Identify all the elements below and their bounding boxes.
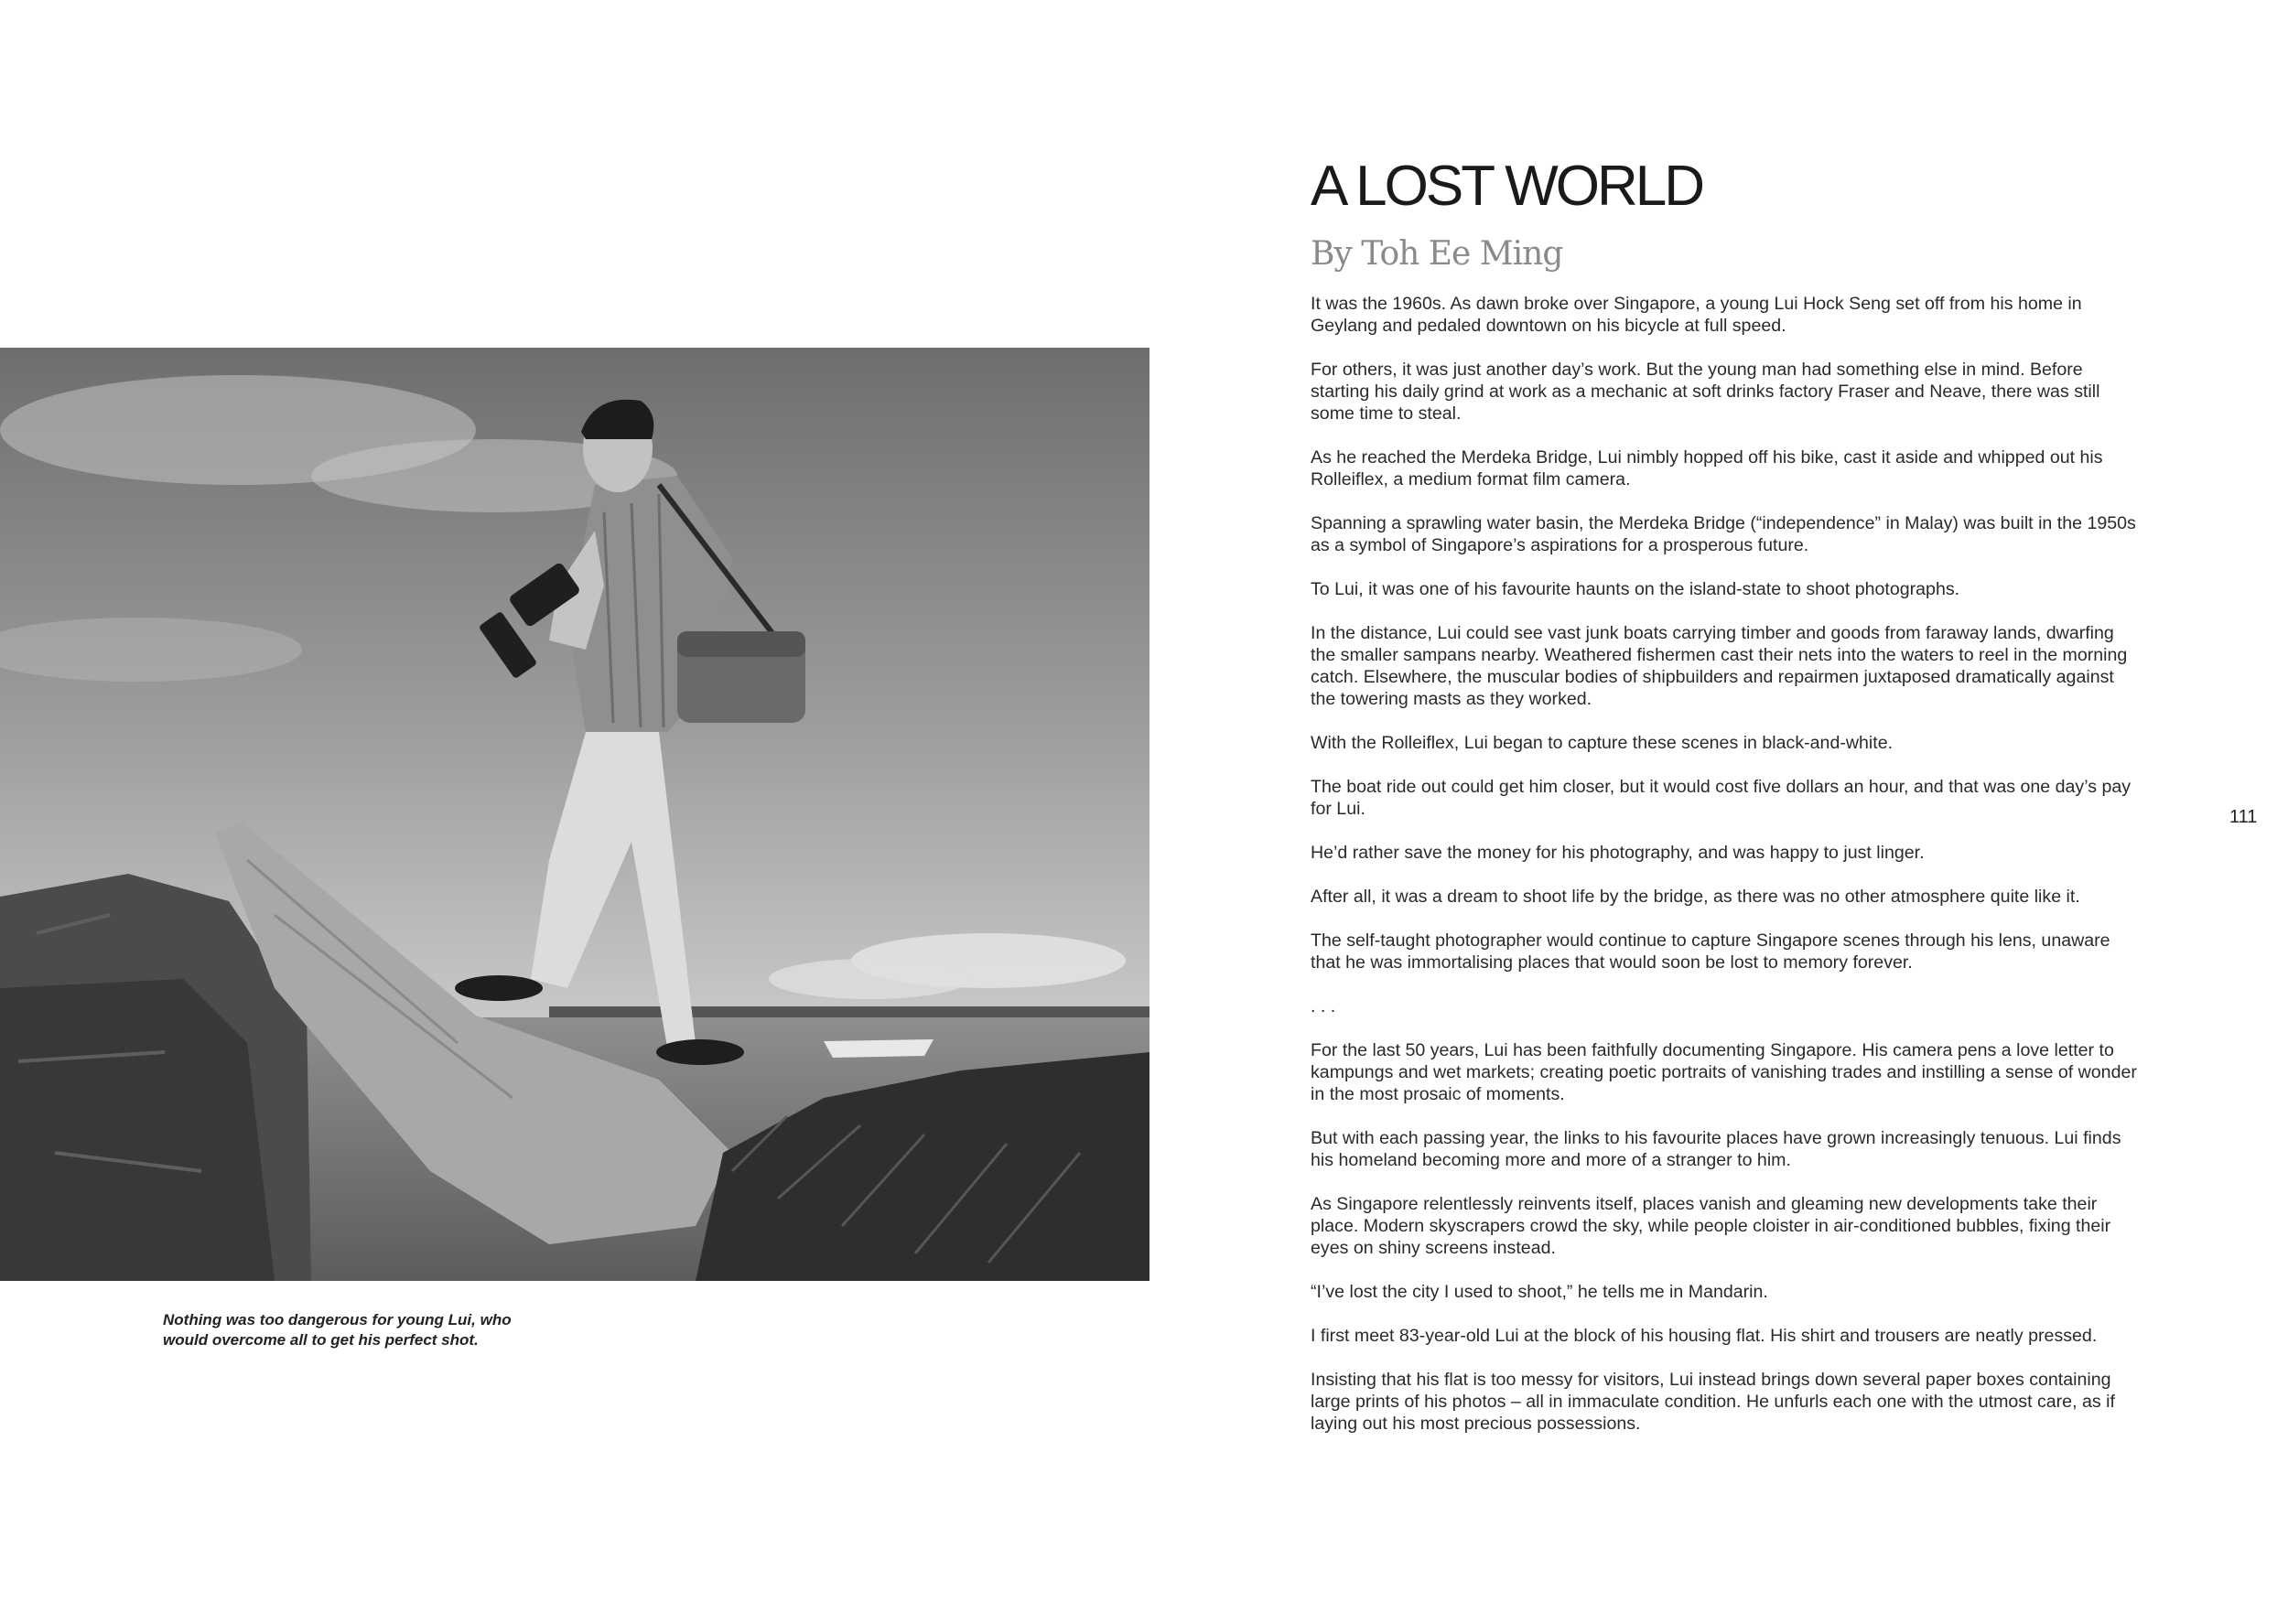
section-break: . . . <box>1311 996 1336 1016</box>
article-paragraph: “I’ve lost the city I used to shoot,” he tells me in Mandarin. <box>1311 1282 1768 1302</box>
article-paragraph: With the Rolleiflex, Lui began to capture these scenes in black-and-white. <box>1311 733 1894 753</box>
article-paragraph: It was the 1960s. As dawn broke over Singapore, a young Lui Hock Seng set off from his home in Geylang and pedaled downtown on his bicycle at full speed. <box>1311 294 2082 336</box>
article-paragraph: For others, it was just another day’s work. But the young man had something else in mind. Before starting his daily grind at work as a mechanic at soft drinks factory Fraser and Neave, there was still some time to steal. <box>1311 360 2100 424</box>
article-paragraph: But with each passing year, the links to his favourite places have grown increasingly tenuous. Lui finds his homeland becoming more and more of a stranger to him. <box>1311 1128 2121 1170</box>
photograph <box>0 348 1149 1281</box>
article-paragraph: In the distance, Lui could see vast junk boats carrying timber and goods from faraway lands, dwarfing the smaller sampans nearby. Weathered fishermen cast their nets into the waters to reel in the morning catch. Elsewhere, the muscular bodies of shipbuilders and repairmen juxtaposed dramatically against the towering masts as they worked. <box>1311 623 2128 709</box>
article-paragraph: To Lui, it was one of his favourite haunts on the island-state to shoot photographs. <box>1311 579 1960 599</box>
article-paragraph: Spanning a sprawling water basin, the Merdeka Bridge (“independence” in Malay) was built in the 1950s as a symbol of Singapore’s aspirations for a prosperous future. <box>1311 513 2136 555</box>
article-body <box>1311 293 2139 1457</box>
article-title: A LOST WORLD <box>1311 155 1702 218</box>
article-paragraph: The boat ride out could get him closer, but it would cost five dollars an hour, and that was one day’s pay for Lui. <box>1311 777 2132 819</box>
article-paragraph: Insisting that his flat is too messy for visitors, Lui instead brings down several paper boxes containing large prints of his photos – all in immaculate condition. He unfurls each one with the utmost care, as if laying out his most precious possessions. <box>1311 1370 2115 1434</box>
photograph-illustration <box>0 348 1149 1281</box>
photo-caption: Nothing was too dangerous for young Lui, who would overcome all to get his perfect shot. <box>163 1311 512 1349</box>
article-paragraph: For the last 50 years, Lui has been faithfully documenting Singapore. His camera pens a love letter to kampungs and wet markets; creating poetic portraits of vanishing trades and instilling a sense of wonder in the most prosaic of moments. <box>1311 1040 2137 1104</box>
page-number: 111 <box>2229 807 2258 827</box>
article-paragraph: After all, it was a dream to shoot life by the bridge, as there was no other atmosphere quite like it. <box>1311 887 2080 907</box>
article-paragraph: He’d rather save the money for his photography, and was happy to just linger. <box>1311 843 1925 863</box>
article-paragraph: As Singapore relentlessly reinvents itself, places vanish and gleaming new developments take their place. Modern skyscrapers crowd the sky, while people cloister in air-conditioned bubbles, fixing their eyes on shiny screens instead. <box>1311 1194 2111 1258</box>
article-paragraph: The self-taught photographer would continue to capture Singapore scenes through his lens, unaware that he was immortalising places that would soon be lost to memory forever. <box>1311 930 2110 973</box>
article-paragraph: As he reached the Merdeka Bridge, Lui nimbly hopped off his bike, cast it aside and whipped out his Rolleiflex, a medium format film camera. <box>1311 447 2103 489</box>
article-paragraph: I first meet 83-year-old Lui at the block of his housing flat. His shirt and trousers are neatly pressed. <box>1311 1326 2098 1346</box>
article-byline: By Toh Ee Ming <box>1311 235 1563 273</box>
